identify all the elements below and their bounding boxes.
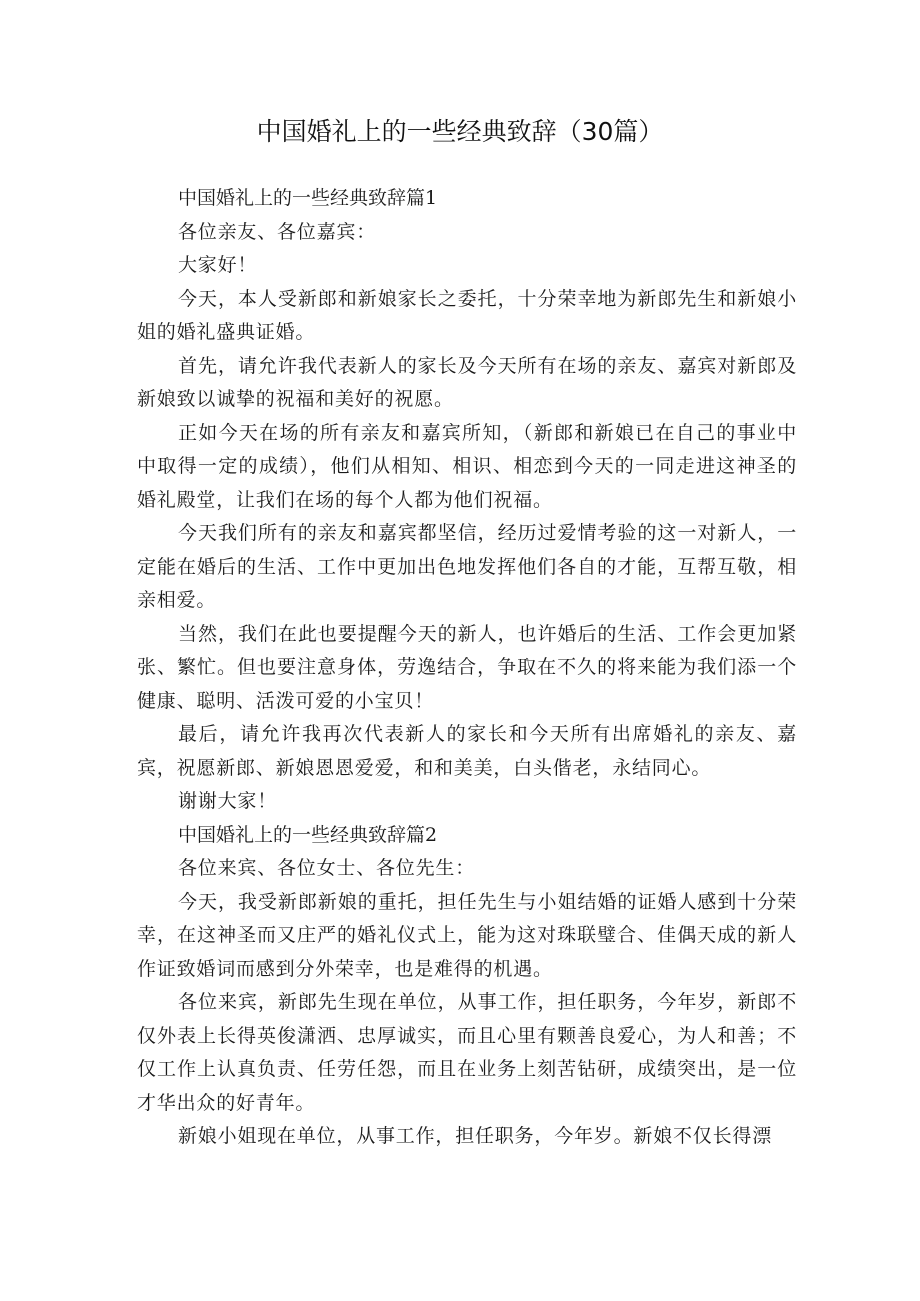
- paragraph: 各位来宾，新郎先生现在单位，从事工作，担任职务，今年岁，新郎不仅外表上长得英俊潇洒、忠厚诚实，而且心里有颗善良爱心，为人和善；不仅工作上认真负责、任劳任怨，而且在业务上刻苦钻研，成绩突出，是一位才华出众的好青年。: [137, 991, 797, 1114]
- paragraph: 今天，本人受新郎和新娘家长之委托，十分荣幸地为新郎先生和新娘小姐的婚礼盛典证婚。: [137, 287, 797, 343]
- document-title: 中国婚礼上的一些经典致辞（30篇）: [256, 117, 664, 146]
- paragraph: 今天，我受新郎新娘的重托，担任先生与小姐结婚的证婚人感到十分荣幸，在这神圣而又庄严的婚礼仪式上，能为这对珠联璧合、佳偶天成的新人作证致婚词而感到分外荣幸，也是难得的机遇。: [137, 890, 797, 980]
- paragraph: 正如今天在场的所有亲友和嘉宾所知，（新郎和新娘已在自己的事业中中取得一定的成绩），他们从相知、相识、相恋到今天的一同走进这神圣的婚礼殿堂，让我们在场的每个人都为他们祝福。: [137, 421, 797, 511]
- section-heading-1: 中国婚礼上的一些经典致辞篇1: [178, 187, 438, 209]
- paragraph: 首先，请允许我代表新人的家长及今天所有在场的亲友、嘉宾对新郎及新娘致以诚挚的祝福和美好的祝愿。: [137, 354, 797, 410]
- document-body: [137, 182, 797, 1154]
- greeting: 大家好！: [178, 254, 258, 276]
- section-heading-2: 中国婚礼上的一些经典致辞篇2: [178, 823, 438, 846]
- salutation: 各位来宾、各位女士、各位先生：: [178, 857, 476, 879]
- paragraph: 今天我们所有的亲友和嘉宾都坚信，经历过爱情考验的这一对新人，一定能在婚后的生活、工作中更加出色地发挥他们各自的才能，互帮互敬，相亲相爱。: [137, 522, 797, 611]
- closing-thanks: 谢谢大家！: [178, 790, 278, 812]
- paragraph: 新娘小姐现在单位，从事工作，担任职务，今年岁。新娘不仅长得漂: [178, 1125, 773, 1147]
- paragraph: 当然，我们在此也要提醒今天的新人，也许婚后的生活、工作会更加紧张、繁忙。但也要注意身体，劳逸结合，争取在不久的将来能为我们添一个健康、聪明、活泼可爱的小宝贝！: [137, 622, 797, 712]
- paragraph: 最后，请允许我再次代表新人的家长和今天所有出席婚礼的亲友、嘉宾，祝愿新郎、新娘恩恩爱爱，和和美美，白头偕老，永结同心。: [137, 723, 797, 779]
- salutation: 各位亲友、各位嘉宾：: [178, 220, 377, 243]
